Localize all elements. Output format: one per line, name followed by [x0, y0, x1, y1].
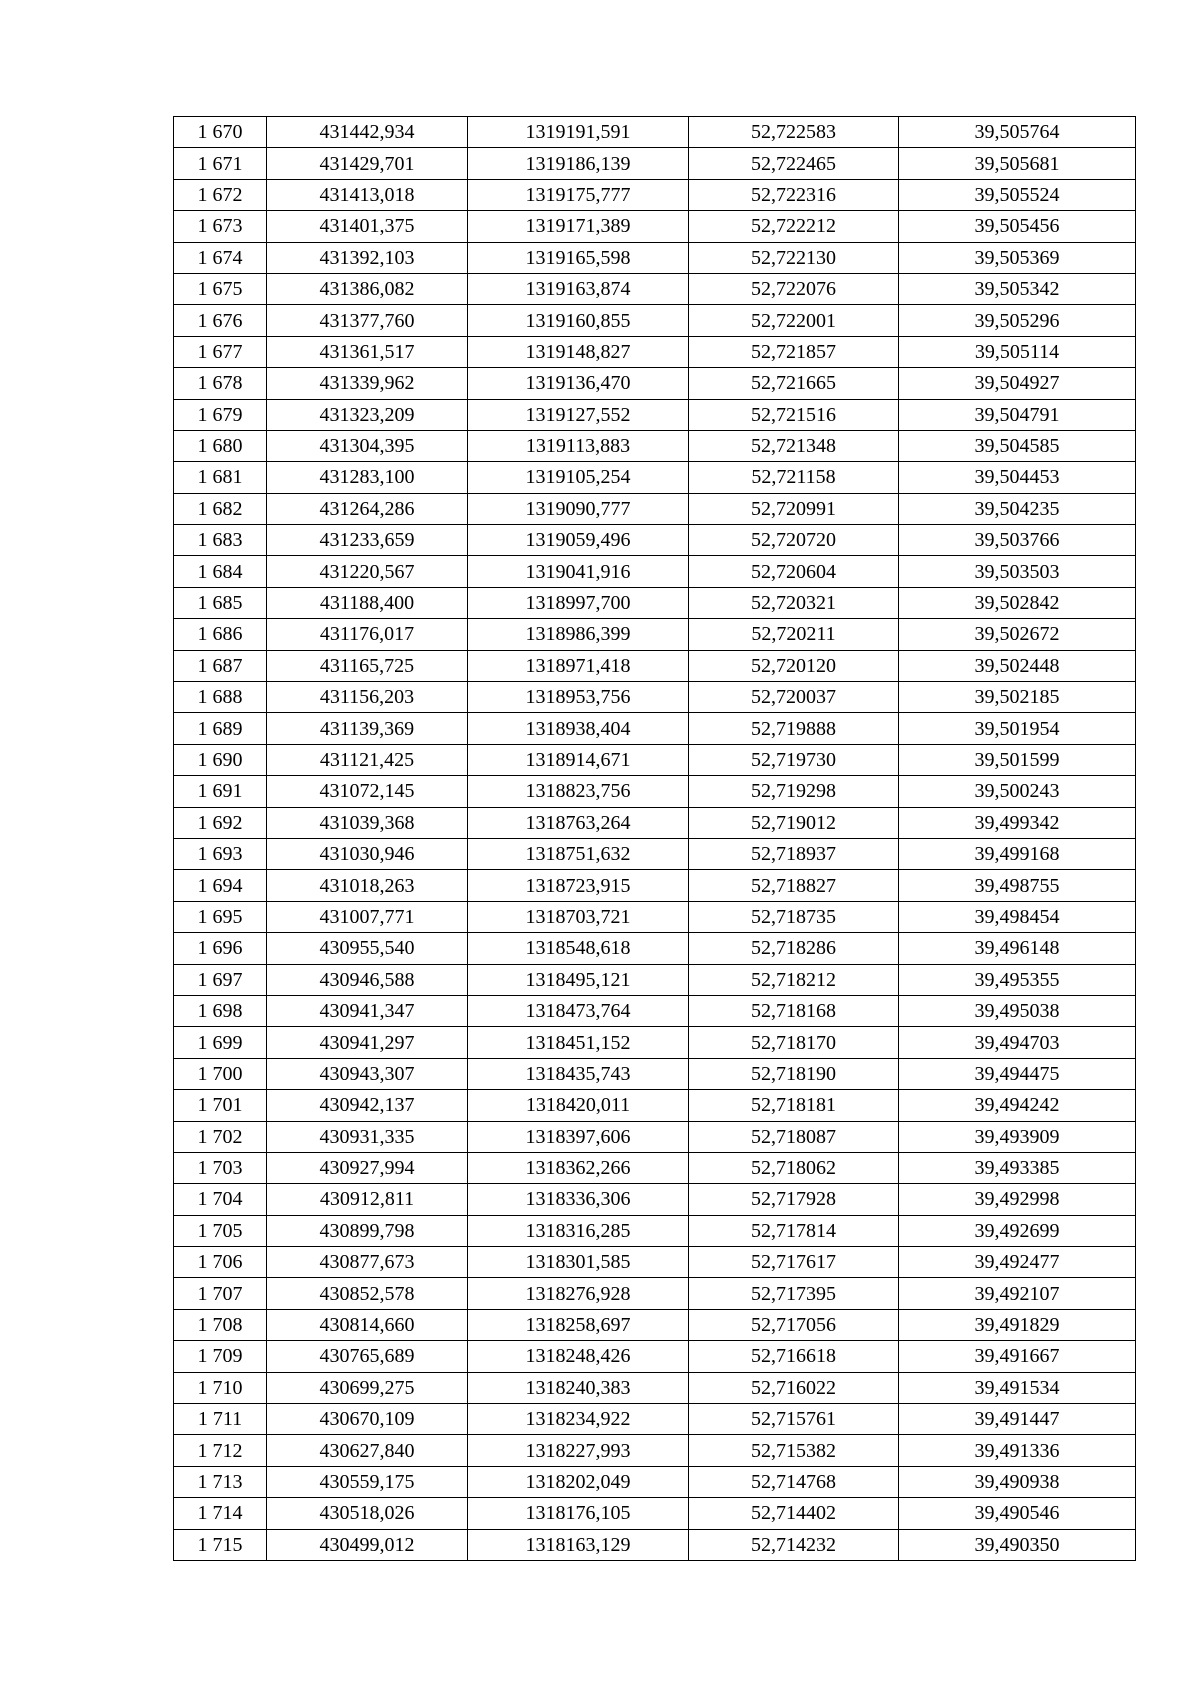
x-coordinate-cell: 431139,369: [267, 713, 468, 744]
longitude-cell: 39,499342: [899, 807, 1136, 838]
longitude-cell: 39,504791: [899, 399, 1136, 430]
longitude-cell: 39,491829: [899, 1309, 1136, 1340]
table-row: [174, 744, 1136, 775]
table-row: [174, 211, 1136, 242]
table-row: [174, 242, 1136, 273]
x-coordinate-cell: 431264,286: [267, 493, 468, 524]
y-coordinate-cell: 1318751,632: [468, 838, 689, 869]
point-number-cell: 1 693: [174, 838, 267, 869]
table-row: [174, 1404, 1136, 1435]
y-coordinate-cell: 1318914,671: [468, 744, 689, 775]
latitude-cell: 52,714768: [689, 1466, 899, 1497]
latitude-cell: 52,718170: [689, 1027, 899, 1058]
y-coordinate-cell: 1318336,306: [468, 1184, 689, 1215]
x-coordinate-cell: 431413,018: [267, 179, 468, 210]
longitude-cell: 39,493385: [899, 1152, 1136, 1183]
y-coordinate-cell: 1319148,827: [468, 336, 689, 367]
table-row: [174, 493, 1136, 524]
x-coordinate-cell: 431018,263: [267, 870, 468, 901]
y-coordinate-cell: 1318163,129: [468, 1529, 689, 1560]
point-number-cell: 1 708: [174, 1309, 267, 1340]
longitude-cell: 39,496148: [899, 933, 1136, 964]
table-row: [174, 1247, 1136, 1278]
point-number-cell: 1 699: [174, 1027, 267, 1058]
x-coordinate-cell: 431072,145: [267, 776, 468, 807]
latitude-cell: 52,717056: [689, 1309, 899, 1340]
x-coordinate-cell: 431283,100: [267, 462, 468, 493]
point-number-cell: 1 709: [174, 1341, 267, 1372]
longitude-cell: 39,505296: [899, 305, 1136, 336]
longitude-cell: 39,494475: [899, 1058, 1136, 1089]
y-coordinate-cell: 1318451,152: [468, 1027, 689, 1058]
x-coordinate-cell: 430877,673: [267, 1247, 468, 1278]
x-coordinate-cell: 431165,725: [267, 650, 468, 681]
point-number-cell: 1 695: [174, 901, 267, 932]
point-number-cell: 1 711: [174, 1404, 267, 1435]
point-number-cell: 1 686: [174, 619, 267, 650]
x-coordinate-cell: 431188,400: [267, 587, 468, 618]
latitude-cell: 52,722076: [689, 273, 899, 304]
table-row: [174, 870, 1136, 901]
longitude-cell: 39,494703: [899, 1027, 1136, 1058]
table-row: [174, 399, 1136, 430]
longitude-cell: 39,500243: [899, 776, 1136, 807]
y-coordinate-cell: 1319041,916: [468, 556, 689, 587]
point-number-cell: 1 715: [174, 1529, 267, 1560]
y-coordinate-cell: 1318435,743: [468, 1058, 689, 1089]
y-coordinate-cell: 1319090,777: [468, 493, 689, 524]
point-number-cell: 1 700: [174, 1058, 267, 1089]
point-number-cell: 1 690: [174, 744, 267, 775]
x-coordinate-cell: 430765,689: [267, 1341, 468, 1372]
point-number-cell: 1 679: [174, 399, 267, 430]
longitude-cell: 39,505369: [899, 242, 1136, 273]
y-coordinate-cell: 1318703,721: [468, 901, 689, 932]
table-row: [174, 901, 1136, 932]
table-row: [174, 368, 1136, 399]
x-coordinate-cell: 430912,811: [267, 1184, 468, 1215]
latitude-cell: 52,721665: [689, 368, 899, 399]
x-coordinate-cell: 430499,012: [267, 1529, 468, 1560]
table-row: [174, 179, 1136, 210]
table-row: [174, 1278, 1136, 1309]
x-coordinate-cell: 431442,934: [267, 117, 468, 148]
longitude-cell: 39,495355: [899, 964, 1136, 995]
x-coordinate-cell: 430699,275: [267, 1372, 468, 1403]
latitude-cell: 52,722316: [689, 179, 899, 210]
point-number-cell: 1 688: [174, 682, 267, 713]
y-coordinate-cell: 1319191,591: [468, 117, 689, 148]
table-row: [174, 1121, 1136, 1152]
x-coordinate-cell: 431007,771: [267, 901, 468, 932]
longitude-cell: 39,491667: [899, 1341, 1136, 1372]
latitude-cell: 52,718212: [689, 964, 899, 995]
point-number-cell: 1 696: [174, 933, 267, 964]
table-row: [174, 1090, 1136, 1121]
longitude-cell: 39,502842: [899, 587, 1136, 618]
point-number-cell: 1 710: [174, 1372, 267, 1403]
latitude-cell: 52,718190: [689, 1058, 899, 1089]
table-row: [174, 776, 1136, 807]
y-coordinate-cell: 1319171,389: [468, 211, 689, 242]
longitude-cell: 39,501599: [899, 744, 1136, 775]
y-coordinate-cell: 1318938,404: [468, 713, 689, 744]
latitude-cell: 52,718286: [689, 933, 899, 964]
latitude-cell: 52,721158: [689, 462, 899, 493]
x-coordinate-cell: 431220,567: [267, 556, 468, 587]
table-row: [174, 1372, 1136, 1403]
table-row: [174, 933, 1136, 964]
latitude-cell: 52,715761: [689, 1404, 899, 1435]
latitude-cell: 52,718735: [689, 901, 899, 932]
x-coordinate-cell: 431039,368: [267, 807, 468, 838]
y-coordinate-cell: 1318823,756: [468, 776, 689, 807]
x-coordinate-cell: 431030,946: [267, 838, 468, 869]
y-coordinate-cell: 1318953,756: [468, 682, 689, 713]
table-row: [174, 650, 1136, 681]
point-number-cell: 1 674: [174, 242, 267, 273]
point-number-cell: 1 685: [174, 587, 267, 618]
point-number-cell: 1 706: [174, 1247, 267, 1278]
longitude-cell: 39,504927: [899, 368, 1136, 399]
latitude-cell: 52,722465: [689, 148, 899, 179]
table-row: [174, 964, 1136, 995]
table-row: [174, 995, 1136, 1026]
longitude-cell: 39,505456: [899, 211, 1136, 242]
table-row: [174, 838, 1136, 869]
x-coordinate-cell: 431392,103: [267, 242, 468, 273]
y-coordinate-cell: 1318258,697: [468, 1309, 689, 1340]
table-row: [174, 1027, 1136, 1058]
table-row: [174, 1498, 1136, 1529]
x-coordinate-cell: 430814,660: [267, 1309, 468, 1340]
latitude-cell: 52,722583: [689, 117, 899, 148]
x-coordinate-cell: 430946,588: [267, 964, 468, 995]
latitude-cell: 52,720604: [689, 556, 899, 587]
x-coordinate-cell: 431304,395: [267, 430, 468, 461]
point-number-cell: 1 705: [174, 1215, 267, 1246]
point-number-cell: 1 683: [174, 525, 267, 556]
x-coordinate-cell: 430927,994: [267, 1152, 468, 1183]
table-row: [174, 462, 1136, 493]
y-coordinate-cell: 1319186,139: [468, 148, 689, 179]
table-row: [174, 1152, 1136, 1183]
longitude-cell: 39,505524: [899, 179, 1136, 210]
table-row: [174, 682, 1136, 713]
latitude-cell: 52,721857: [689, 336, 899, 367]
table-row: [174, 525, 1136, 556]
longitude-cell: 39,498454: [899, 901, 1136, 932]
y-coordinate-cell: 1318548,618: [468, 933, 689, 964]
x-coordinate-cell: 430627,840: [267, 1435, 468, 1466]
coordinates-table-body: [174, 117, 1136, 1561]
latitude-cell: 52,717814: [689, 1215, 899, 1246]
y-coordinate-cell: 1318971,418: [468, 650, 689, 681]
table-row: [174, 1435, 1136, 1466]
latitude-cell: 52,720321: [689, 587, 899, 618]
table-row: [174, 556, 1136, 587]
table-row: [174, 619, 1136, 650]
table-row: [174, 305, 1136, 336]
longitude-cell: 39,491336: [899, 1435, 1136, 1466]
x-coordinate-cell: 430941,347: [267, 995, 468, 1026]
x-coordinate-cell: 431361,517: [267, 336, 468, 367]
longitude-cell: 39,490350: [899, 1529, 1136, 1560]
table-row: [174, 713, 1136, 744]
longitude-cell: 39,493909: [899, 1121, 1136, 1152]
y-coordinate-cell: 1319165,598: [468, 242, 689, 273]
x-coordinate-cell: 430852,578: [267, 1278, 468, 1309]
latitude-cell: 52,722130: [689, 242, 899, 273]
table-row: [174, 336, 1136, 367]
table-row: [174, 1341, 1136, 1372]
longitude-cell: 39,492998: [899, 1184, 1136, 1215]
y-coordinate-cell: 1318301,585: [468, 1247, 689, 1278]
y-coordinate-cell: 1319175,777: [468, 179, 689, 210]
table-row: [174, 587, 1136, 618]
latitude-cell: 52,720037: [689, 682, 899, 713]
latitude-cell: 52,718827: [689, 870, 899, 901]
latitude-cell: 52,718937: [689, 838, 899, 869]
point-number-cell: 1 698: [174, 995, 267, 1026]
y-coordinate-cell: 1319163,874: [468, 273, 689, 304]
latitude-cell: 52,718168: [689, 995, 899, 1026]
latitude-cell: 52,716618: [689, 1341, 899, 1372]
longitude-cell: 39,492699: [899, 1215, 1136, 1246]
point-number-cell: 1 676: [174, 305, 267, 336]
point-number-cell: 1 675: [174, 273, 267, 304]
longitude-cell: 39,492107: [899, 1278, 1136, 1309]
y-coordinate-cell: 1318997,700: [468, 587, 689, 618]
longitude-cell: 39,504235: [899, 493, 1136, 524]
x-coordinate-cell: 430941,297: [267, 1027, 468, 1058]
y-coordinate-cell: 1319059,496: [468, 525, 689, 556]
point-number-cell: 1 694: [174, 870, 267, 901]
longitude-cell: 39,505681: [899, 148, 1136, 179]
table-row: [174, 1309, 1136, 1340]
longitude-cell: 39,502672: [899, 619, 1136, 650]
table-row: [174, 1466, 1136, 1497]
point-number-cell: 1 707: [174, 1278, 267, 1309]
y-coordinate-cell: 1319136,470: [468, 368, 689, 399]
coordinates-table: [173, 116, 1136, 1561]
x-coordinate-cell: 430518,026: [267, 1498, 468, 1529]
latitude-cell: 52,721516: [689, 399, 899, 430]
point-number-cell: 1 678: [174, 368, 267, 399]
y-coordinate-cell: 1318495,121: [468, 964, 689, 995]
latitude-cell: 52,720211: [689, 619, 899, 650]
x-coordinate-cell: 431377,760: [267, 305, 468, 336]
point-number-cell: 1 702: [174, 1121, 267, 1152]
point-number-cell: 1 677: [174, 336, 267, 367]
longitude-cell: 39,491447: [899, 1404, 1136, 1435]
point-number-cell: 1 692: [174, 807, 267, 838]
latitude-cell: 52,717617: [689, 1247, 899, 1278]
y-coordinate-cell: 1319160,855: [468, 305, 689, 336]
x-coordinate-cell: 431386,082: [267, 273, 468, 304]
y-coordinate-cell: 1318240,383: [468, 1372, 689, 1403]
y-coordinate-cell: 1318227,993: [468, 1435, 689, 1466]
point-number-cell: 1 704: [174, 1184, 267, 1215]
y-coordinate-cell: 1319105,254: [468, 462, 689, 493]
y-coordinate-cell: 1318763,264: [468, 807, 689, 838]
longitude-cell: 39,491534: [899, 1372, 1136, 1403]
y-coordinate-cell: 1318362,266: [468, 1152, 689, 1183]
x-coordinate-cell: 431233,659: [267, 525, 468, 556]
latitude-cell: 52,720991: [689, 493, 899, 524]
longitude-cell: 39,504453: [899, 462, 1136, 493]
point-number-cell: 1 672: [174, 179, 267, 210]
table-row: [174, 1184, 1136, 1215]
table-row: [174, 148, 1136, 179]
longitude-cell: 39,501954: [899, 713, 1136, 744]
point-number-cell: 1 680: [174, 430, 267, 461]
point-number-cell: 1 712: [174, 1435, 267, 1466]
longitude-cell: 39,495038: [899, 995, 1136, 1026]
table-row: [174, 273, 1136, 304]
latitude-cell: 52,722001: [689, 305, 899, 336]
table-row: [174, 430, 1136, 461]
latitude-cell: 52,717928: [689, 1184, 899, 1215]
y-coordinate-cell: 1318202,049: [468, 1466, 689, 1497]
point-number-cell: 1 673: [174, 211, 267, 242]
x-coordinate-cell: 431429,701: [267, 148, 468, 179]
y-coordinate-cell: 1318723,915: [468, 870, 689, 901]
latitude-cell: 52,715382: [689, 1435, 899, 1466]
latitude-cell: 52,719012: [689, 807, 899, 838]
y-coordinate-cell: 1318248,426: [468, 1341, 689, 1372]
point-number-cell: 1 670: [174, 117, 267, 148]
point-number-cell: 1 687: [174, 650, 267, 681]
latitude-cell: 52,714232: [689, 1529, 899, 1560]
table-row: [174, 1058, 1136, 1089]
longitude-cell: 39,505764: [899, 117, 1136, 148]
longitude-cell: 39,503766: [899, 525, 1136, 556]
x-coordinate-cell: 430670,109: [267, 1404, 468, 1435]
y-coordinate-cell: 1318397,606: [468, 1121, 689, 1152]
table-row: [174, 117, 1136, 148]
table-row: [174, 1529, 1136, 1560]
point-number-cell: 1 689: [174, 713, 267, 744]
longitude-cell: 39,502448: [899, 650, 1136, 681]
latitude-cell: 52,718087: [689, 1121, 899, 1152]
latitude-cell: 52,722212: [689, 211, 899, 242]
longitude-cell: 39,498755: [899, 870, 1136, 901]
x-coordinate-cell: 431339,962: [267, 368, 468, 399]
longitude-cell: 39,490938: [899, 1466, 1136, 1497]
latitude-cell: 52,717395: [689, 1278, 899, 1309]
point-number-cell: 1 701: [174, 1090, 267, 1121]
table-row: [174, 1215, 1136, 1246]
point-number-cell: 1 682: [174, 493, 267, 524]
latitude-cell: 52,719888: [689, 713, 899, 744]
longitude-cell: 39,504585: [899, 430, 1136, 461]
x-coordinate-cell: 431121,425: [267, 744, 468, 775]
y-coordinate-cell: 1319113,883: [468, 430, 689, 461]
y-coordinate-cell: 1318986,399: [468, 619, 689, 650]
longitude-cell: 39,505114: [899, 336, 1136, 367]
x-coordinate-cell: 431401,375: [267, 211, 468, 242]
longitude-cell: 39,494242: [899, 1090, 1136, 1121]
latitude-cell: 52,721348: [689, 430, 899, 461]
x-coordinate-cell: 431323,209: [267, 399, 468, 430]
table-row: [174, 807, 1136, 838]
x-coordinate-cell: 431176,017: [267, 619, 468, 650]
latitude-cell: 52,720720: [689, 525, 899, 556]
latitude-cell: 52,720120: [689, 650, 899, 681]
longitude-cell: 39,499168: [899, 838, 1136, 869]
point-number-cell: 1 697: [174, 964, 267, 995]
point-number-cell: 1 703: [174, 1152, 267, 1183]
y-coordinate-cell: 1318176,105: [468, 1498, 689, 1529]
y-coordinate-cell: 1318473,764: [468, 995, 689, 1026]
latitude-cell: 52,716022: [689, 1372, 899, 1403]
latitude-cell: 52,718062: [689, 1152, 899, 1183]
y-coordinate-cell: 1318420,011: [468, 1090, 689, 1121]
x-coordinate-cell: 430899,798: [267, 1215, 468, 1246]
x-coordinate-cell: 430931,335: [267, 1121, 468, 1152]
x-coordinate-cell: 431156,203: [267, 682, 468, 713]
point-number-cell: 1 684: [174, 556, 267, 587]
longitude-cell: 39,503503: [899, 556, 1136, 587]
point-number-cell: 1 691: [174, 776, 267, 807]
longitude-cell: 39,490546: [899, 1498, 1136, 1529]
x-coordinate-cell: 430559,175: [267, 1466, 468, 1497]
y-coordinate-cell: 1318234,922: [468, 1404, 689, 1435]
latitude-cell: 52,719298: [689, 776, 899, 807]
latitude-cell: 52,719730: [689, 744, 899, 775]
y-coordinate-cell: 1318316,285: [468, 1215, 689, 1246]
latitude-cell: 52,718181: [689, 1090, 899, 1121]
longitude-cell: 39,502185: [899, 682, 1136, 713]
point-number-cell: 1 713: [174, 1466, 267, 1497]
point-number-cell: 1 671: [174, 148, 267, 179]
x-coordinate-cell: 430955,540: [267, 933, 468, 964]
longitude-cell: 39,492477: [899, 1247, 1136, 1278]
point-number-cell: 1 681: [174, 462, 267, 493]
point-number-cell: 1 714: [174, 1498, 267, 1529]
y-coordinate-cell: 1318276,928: [468, 1278, 689, 1309]
x-coordinate-cell: 430942,137: [267, 1090, 468, 1121]
latitude-cell: 52,714402: [689, 1498, 899, 1529]
longitude-cell: 39,505342: [899, 273, 1136, 304]
x-coordinate-cell: 430943,307: [267, 1058, 468, 1089]
y-coordinate-cell: 1319127,552: [468, 399, 689, 430]
